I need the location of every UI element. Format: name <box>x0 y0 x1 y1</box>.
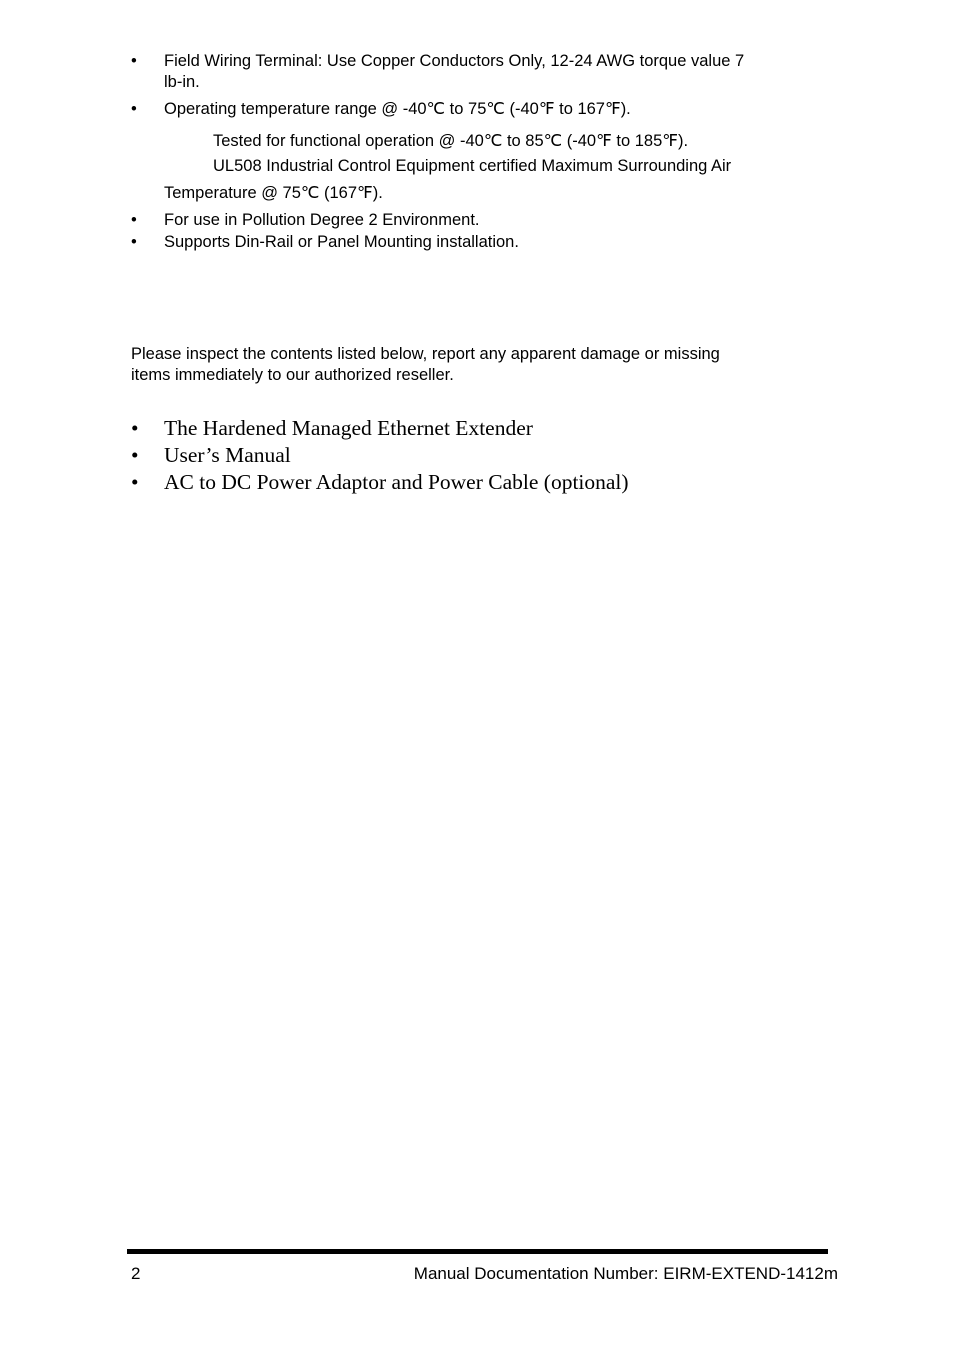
spec-ul508-line2: Temperature @ 75℃ (167℉). <box>164 184 383 202</box>
package-item-power-adaptor: AC to DC Power Adaptor and Power Cable (optional) <box>164 470 629 494</box>
spec-wiring-line2: lb-in. <box>164 73 200 91</box>
bullet: • <box>131 100 137 118</box>
spec-wiring-line1: Field Wiring Terminal: Use Copper Conductors Only, 12-24 AWG torque value 7 <box>164 52 745 70</box>
package-item-extender: The Hardened Managed Ethernet Extender <box>164 416 533 440</box>
bullet: • <box>131 52 137 70</box>
package-intro-line1: Please inspect the contents listed below, report any apparent damage or missing <box>131 345 720 363</box>
spec-mounting: Supports Din-Rail or Panel Mounting installation. <box>164 233 519 251</box>
footer-rule <box>127 1249 828 1254</box>
doc-number: Manual Documentation Number: EIRM-EXTEND-1412m <box>413 1264 838 1283</box>
package-intro-line2: items immediately to our authorized reseller. <box>131 366 454 384</box>
spec-operating-temp: Operating temperature range @ -40℃ to 75℃ (-40℉ to 167℉). <box>164 100 631 118</box>
bullet: • <box>131 443 139 467</box>
bullet: • <box>131 416 139 440</box>
page-number: 2 <box>131 1264 141 1283</box>
spec-functional-temp: Tested for functional operation @ -40℃ to 85℃ (-40℉ to 185℉). <box>213 132 689 150</box>
spec-ul508-line1: UL508 Industrial Control Equipment certified Maximum Surrounding Air <box>213 157 732 175</box>
package-item-manual: User’s Manual <box>164 443 291 467</box>
bullet: • <box>131 233 137 251</box>
bullet: • <box>131 211 137 229</box>
spec-pollution-degree: For use in Pollution Degree 2 Environment. <box>164 211 480 229</box>
bullet: • <box>131 470 139 494</box>
